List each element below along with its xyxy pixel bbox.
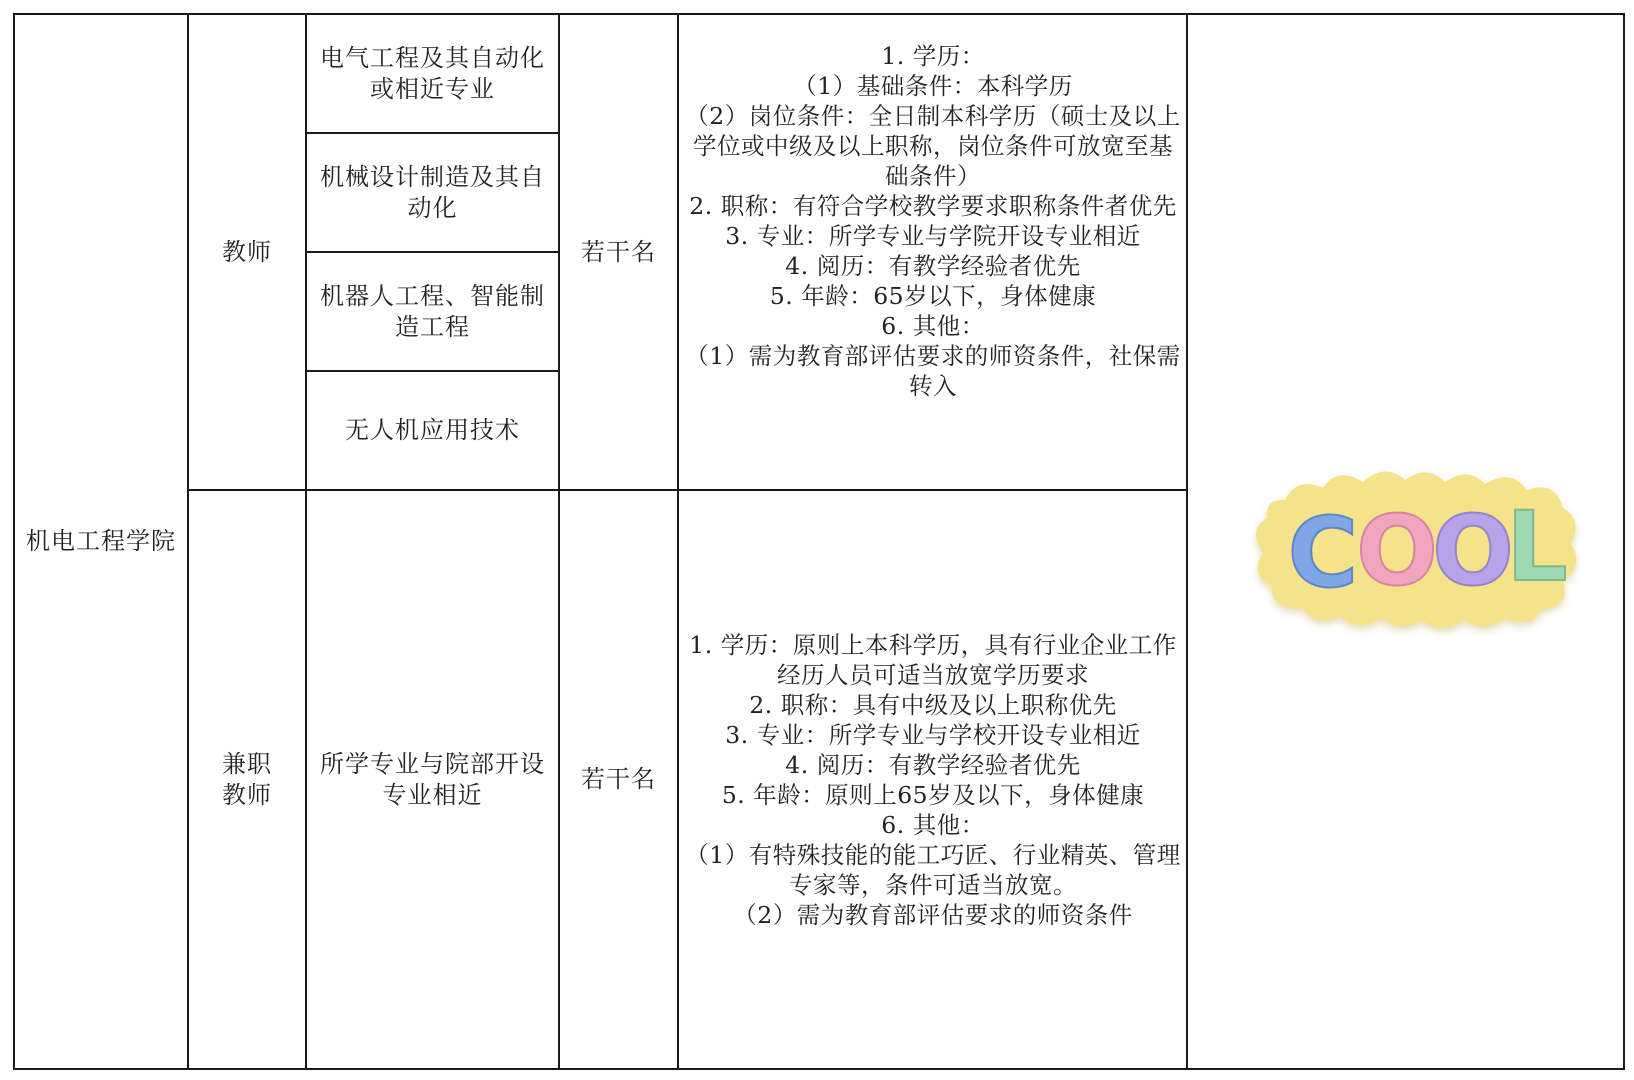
requirement-line: （2）岗位条件：全日制本科学历（硕士及以上学位或中级及以上职称，岗位条件可放宽至基础条件）	[685, 102, 1181, 190]
requirements-list	[679, 630, 1186, 930]
requirement-line: 4. 阅历：有教学经验者优先	[785, 252, 1081, 280]
hiring-count: 若干名	[581, 765, 656, 793]
requirement-line: （2）需为教育部评估要求的师资条件	[733, 900, 1133, 929]
hiring-count: 若干名	[581, 237, 656, 266]
position-name: 兼职教师	[222, 749, 272, 809]
major-cell	[306, 371, 559, 490]
sticker-letters	[1288, 491, 1568, 609]
requirement-line: （1）有特殊技能的能工巧匠、行业精英、管理专家等，条件可适当放宽。	[685, 840, 1181, 899]
sticker-letter-o2: O	[1432, 495, 1514, 607]
position-cell	[188, 14, 306, 490]
requirement-line: 1. 学历：原则上本科学历，具有行业企业工作经历人员可适当放宽学历要求	[689, 630, 1177, 689]
requirement-line: 5. 年龄：原则上65岁及以下，身体健康	[721, 780, 1145, 809]
major-cell	[306, 490, 559, 1069]
requirements-list	[679, 41, 1186, 401]
major-name: 电气工程及其自动化或相近专业	[320, 43, 545, 103]
major-name: 所学专业与院部开设专业相近	[320, 749, 545, 809]
cool-sticker-graphic	[1245, 458, 1585, 638]
requirement-line: 6. 其他：	[881, 312, 985, 340]
requirement-line: 3. 专业：所学专业与学校开设专业相近	[725, 720, 1141, 749]
position-cell	[188, 490, 306, 1069]
department-name: 机电工程学院	[26, 527, 176, 555]
requirement-line: 1. 学历：	[881, 42, 985, 70]
position-name: 教师	[222, 237, 272, 266]
count-cell	[559, 490, 678, 1069]
requirement-line: 3. 专业：所学专业与学院开设专业相近	[725, 222, 1141, 250]
requirements-cell	[678, 14, 1187, 490]
sticker-letter-l: L	[1506, 491, 1568, 603]
sticker-letter-c: C	[1287, 497, 1359, 609]
requirement-line: （1）基础条件：本科学历	[793, 72, 1073, 100]
requirements-cell	[678, 490, 1187, 1069]
requirement-line: （1）需为教育部评估要求的师资条件，社保需转入	[685, 342, 1181, 400]
requirement-line: 2. 职称：具有中级及以上职称优先	[749, 690, 1117, 719]
requirement-line: 4. 阅历：有教学经验者优先	[785, 750, 1081, 779]
major-name: 机器人工程、智能制造工程	[320, 281, 545, 341]
requirement-line: 6. 其他：	[881, 810, 985, 839]
cool-sticker	[1245, 458, 1585, 638]
requirement-line: 5. 年龄：65岁以下，身体健康	[769, 282, 1097, 310]
major-cell	[306, 133, 559, 252]
major-cell	[306, 14, 559, 133]
count-cell	[559, 14, 678, 490]
major-name: 机械设计制造及其自动化	[320, 162, 545, 222]
requirement-line: 2. 职称：有符合学校教学要求职称条件者优先	[689, 192, 1177, 220]
department-cell	[14, 14, 188, 1069]
major-name: 无人机应用技术	[345, 416, 520, 444]
sticker-letter-o1: O	[1356, 495, 1438, 607]
major-cell	[306, 252, 559, 371]
table-row	[14, 14, 1624, 133]
